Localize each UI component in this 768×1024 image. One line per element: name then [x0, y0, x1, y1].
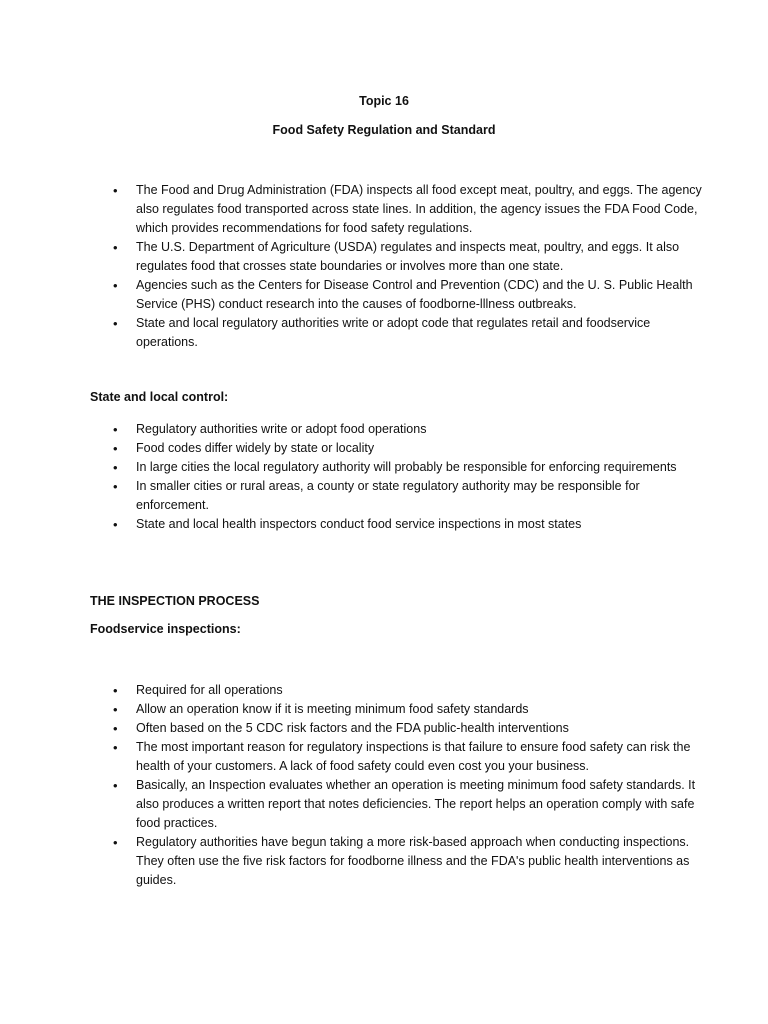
list-item: • Regulatory authorities have begun taking a more risk-based approach when conducting inspections. They often use the five risk factors for foodborne illness and the FDA's public health interventions as guides. — [90, 833, 702, 890]
topic-label: Topic 16 — [359, 94, 409, 108]
list-item: • The Food and Drug Administration (FDA) inspects all food except meat, poultry, and eggs. The agency also regulates food transported across state lines. In addition, the agency issues the FDA Food Code, which provides recommendations for food safety regulations. — [90, 181, 702, 238]
list-item: • Basically, an Inspection evaluates whether an operation is meeting minimum food safety standards. It also produces a written report that notes deficiencies. The report helps an operation comply with safe food practices. — [90, 776, 702, 833]
list-item: • In large cities the local regulatory authority will probably be responsible for enforcing requirements — [90, 458, 702, 477]
list-item: • State and local regulatory authorities write or adopt code that regulates retail and foodservice operations. — [90, 314, 702, 352]
list-item: • The U.S. Department of Agriculture (USDA) regulates and inspects meat, poultry, and eggs. It also regulates food that crosses state boundaries or involves more than one state. — [90, 238, 702, 276]
list-item: • Regulatory authorities write or adopt food operations — [90, 420, 702, 439]
state-local-bullet-list — [90, 420, 702, 534]
list-item: • Required for all operations — [90, 681, 702, 700]
state-local-heading: State and local control: — [90, 390, 229, 404]
list-item: • Often based on the 5 CDC risk factors and the FDA public-health interventions — [90, 719, 702, 738]
foodservice-bullet-list — [90, 681, 702, 890]
intro-bullet-list — [90, 181, 702, 352]
foodservice-inspections-heading: Foodservice inspections: — [90, 622, 241, 636]
list-item: • Agencies such as the Centers for Disease Control and Prevention (CDC) and the U. S. Public Health Service (PHS) conduct research into the causes of foodborne-lllness outbreaks. — [90, 276, 702, 314]
inspection-process-heading: THE INSPECTION PROCESS — [90, 594, 260, 608]
list-item: • Allow an operation know if it is meeting minimum food safety standards — [90, 700, 702, 719]
list-item: • Food codes differ widely by state or locality — [90, 439, 702, 458]
list-item: • State and local health inspectors conduct food service inspections in most states — [90, 515, 702, 534]
list-item: • In smaller cities or rural areas, a county or state regulatory authority may be responsible for enforcement. — [90, 477, 702, 515]
list-item: • The most important reason for regulatory inspections is that failure to ensure food safety can risk the health of your customers. A lack of food safety could even cost you your business. — [90, 738, 702, 776]
document-title: Food Safety Regulation and Standard — [272, 123, 496, 137]
